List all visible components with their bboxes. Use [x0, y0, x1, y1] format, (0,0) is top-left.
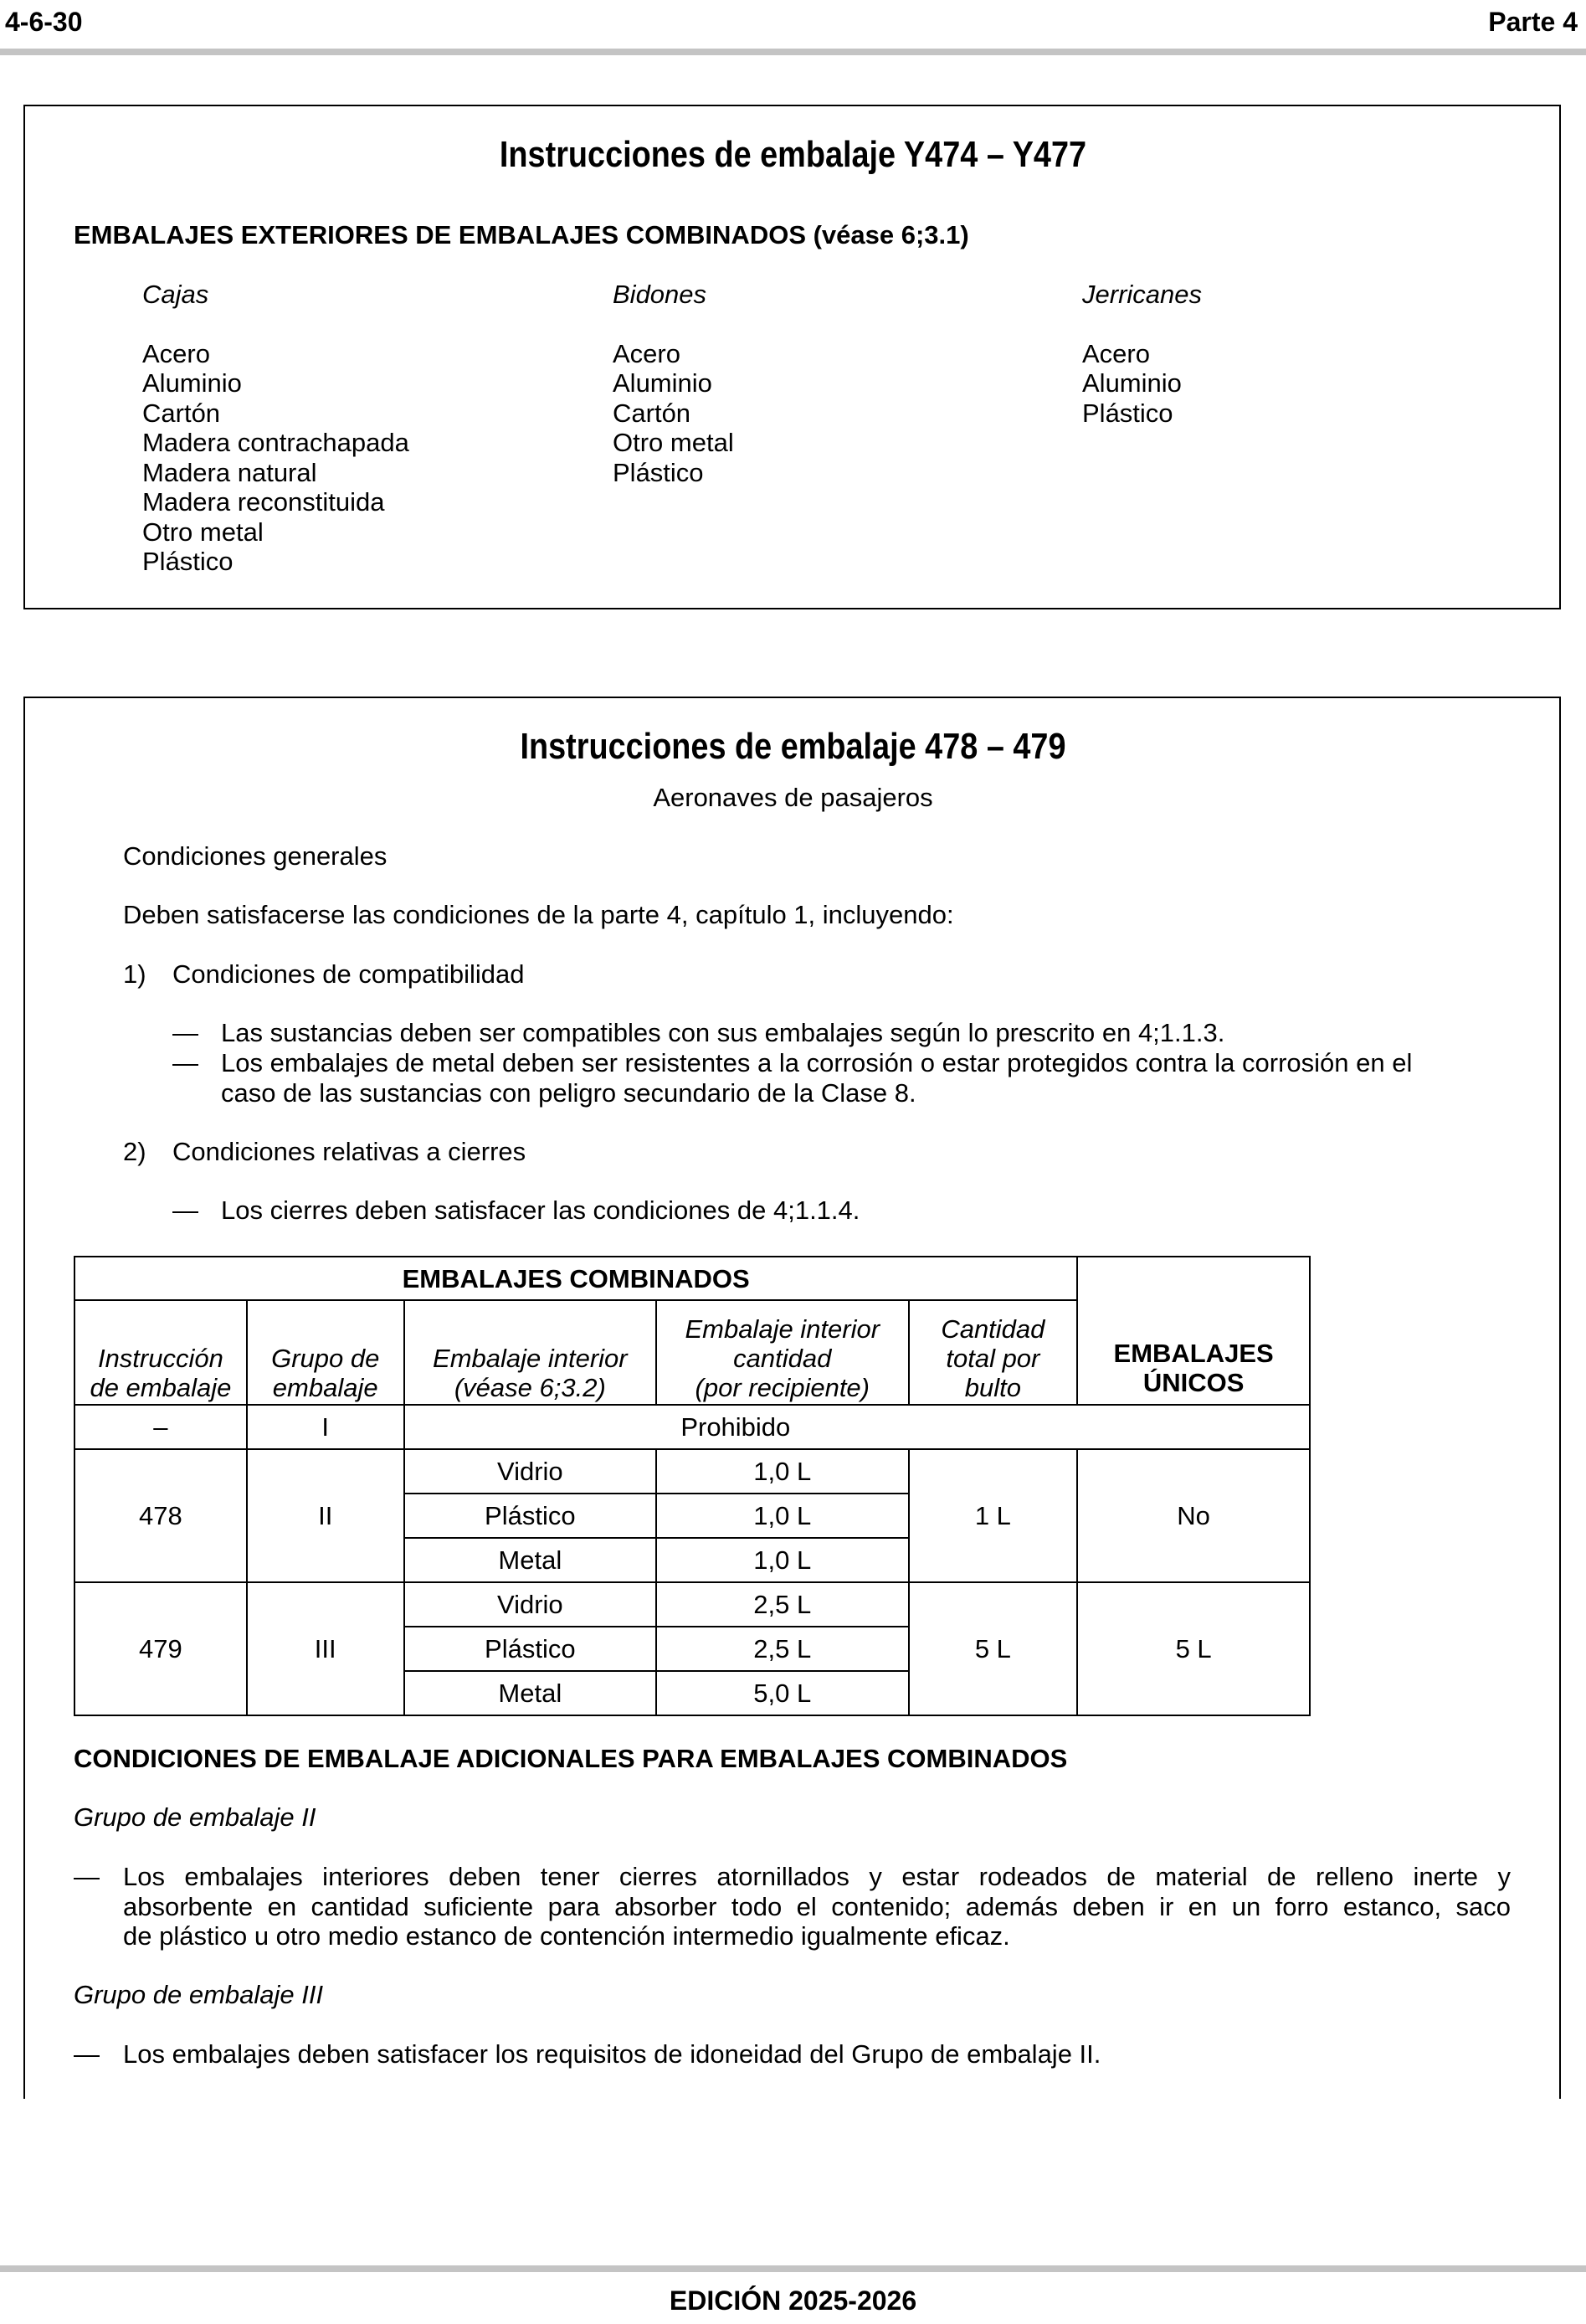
- cell-qty: 2,5 L: [656, 1582, 908, 1627]
- header-line: Instrucción: [97, 1344, 223, 1373]
- list-item: Plástico: [1082, 398, 1173, 428]
- single-packagings-header: [1077, 1257, 1310, 1405]
- compat-bullet-2: Los embalajes de metal deben ser resistentes a la corrosión o estar protegidos contra la corrosión en el: [221, 1048, 1413, 1077]
- compatibility-label: Condiciones de compatibilidad: [172, 959, 525, 989]
- column-head: Jerricanes: [1082, 280, 1202, 309]
- cell-inner: Plástico: [404, 1494, 656, 1538]
- combined-packagings-header: EMBALAJES COMBINADOS: [74, 1257, 1077, 1300]
- list-item: Madera contrachapada: [142, 428, 409, 457]
- text-line: absorbente en cantidad suficiente para absorber todo el contenido; además deben ir en un forro estanco, saco: [123, 1891, 1511, 1921]
- closure-bullet: Los cierres deben satisfacer las condiciones de 4;1.1.4.: [221, 1195, 860, 1225]
- header-line: EMBALAJES: [1113, 1339, 1274, 1368]
- cell-group: I: [247, 1405, 404, 1449]
- column-cajas: [142, 280, 409, 577]
- cell-total: 5 L: [909, 1582, 1078, 1715]
- header-line: Embalaje interior: [685, 1314, 880, 1344]
- dash: —: [172, 1018, 198, 1047]
- packing-table: [74, 1256, 1311, 1716]
- total-col-header: [909, 1300, 1078, 1405]
- cell-forbidden: Prohibido: [404, 1405, 1310, 1449]
- additional-conditions-heading: CONDICIONES DE EMBALAJE ADICIONALES PARA EMBALAJES COMBINADOS: [74, 1744, 1068, 1773]
- list-item: Plástico: [613, 457, 704, 487]
- header-line: de embalaje: [90, 1373, 232, 1402]
- qty-col-header: [656, 1300, 908, 1405]
- list-item: Plástico: [142, 547, 234, 576]
- instruction-col-header: [74, 1300, 247, 1405]
- group3-text: Los embalajes deben satisfacer los requisitos de idoneidad del Grupo de embalaje II.: [123, 2039, 1101, 2069]
- text-line: Los embalajes interiores deben tener cierres atornillados y estar rodeados de material de relleno inerte y: [123, 1862, 1511, 1891]
- list-item: Aluminio: [613, 368, 712, 398]
- cell-instruction: 479: [74, 1582, 247, 1715]
- cell-group: II: [247, 1449, 404, 1582]
- header-line: (por recipiente): [695, 1373, 870, 1402]
- list-item: Acero: [142, 338, 210, 368]
- footer-rule: [0, 2265, 1586, 2272]
- cell-inner: Vidrio: [404, 1449, 656, 1494]
- cell-qty: 2,5 L: [656, 1627, 908, 1671]
- part-label: Parte 4: [1488, 7, 1578, 37]
- dash: —: [74, 2039, 100, 2069]
- list-item: Cartón: [142, 398, 221, 428]
- list-item: Cartón: [613, 398, 691, 428]
- header-line: Cantidad: [941, 1314, 1045, 1344]
- column-bidones: [613, 280, 734, 487]
- intro-text: Deben satisfacerse las condiciones de la parte 4, capítulo 1, incluyendo:: [123, 900, 954, 929]
- column-head: Bidones: [613, 280, 707, 309]
- general-conditions-label: Condiciones generales: [123, 841, 388, 871]
- list-item: Otro metal: [142, 517, 264, 547]
- cell-inner: Metal: [404, 1538, 656, 1582]
- header-line: cantidad: [733, 1344, 832, 1373]
- group2-paragraph: [123, 1862, 1511, 1951]
- list-item: Otro metal: [613, 428, 734, 457]
- cell-qty: 1,0 L: [656, 1538, 908, 1582]
- group3-label: Grupo de embalaje III: [74, 1980, 324, 2009]
- cell-qty: 1,0 L: [656, 1494, 908, 1538]
- list-item: Aluminio: [1082, 368, 1182, 398]
- cell-qty: 5,0 L: [656, 1671, 908, 1715]
- group-col-header: [247, 1300, 404, 1405]
- cell-inner: Plástico: [404, 1627, 656, 1671]
- cell-inner: Vidrio: [404, 1582, 656, 1627]
- list-item: Aluminio: [142, 368, 242, 398]
- dash: —: [172, 1048, 198, 1077]
- page-number: 4-6-30: [5, 7, 83, 37]
- box1-heading: EMBALAJES EXTERIORES DE EMBALAJES COMBINADOS (véase 6;3.1): [74, 220, 969, 249]
- dash: —: [172, 1195, 198, 1225]
- cell-single: 5 L: [1077, 1582, 1310, 1715]
- cell-instruction: 478: [74, 1449, 247, 1582]
- column-jerricanes: [1082, 280, 1202, 428]
- list-item: Madera reconstituida: [142, 487, 385, 517]
- closures-label: Condiciones relativas a cierres: [172, 1137, 526, 1166]
- table-row: [74, 1405, 1310, 1449]
- group2-label: Grupo de embalaje II: [74, 1802, 316, 1832]
- cell-inner: Metal: [404, 1671, 656, 1715]
- header-line: ÚNICOS: [1142, 1368, 1245, 1397]
- header-line: Embalaje interior: [433, 1344, 628, 1373]
- header-line: Grupo de: [271, 1344, 380, 1373]
- edition-label: EDICIÓN 2025-2026: [669, 2285, 917, 2316]
- inner-col-header: [404, 1300, 656, 1405]
- header-rule: [0, 49, 1586, 55]
- box2-title: Instrucciones de embalaje 478 – 479: [520, 726, 1066, 767]
- table-row: [74, 1582, 1310, 1627]
- compat-bullet-1: Las sustancias deben ser compatibles con sus embalajes según lo prescrito en 4;1.1.3.: [221, 1018, 1225, 1047]
- header-line: embalaje: [272, 1373, 378, 1402]
- box1-title: Instrucciones de embalaje Y474 – Y477: [499, 134, 1087, 175]
- dash: —: [74, 1862, 100, 1891]
- compat-bullet-2-cont: caso de las sustancias con peligro secundario de la Clase 8.: [221, 1078, 916, 1108]
- table-row: [74, 1449, 1310, 1494]
- cell-qty: 1,0 L: [656, 1449, 908, 1494]
- column-head: Cajas: [142, 280, 209, 309]
- header-line: (véase 6;3.2): [454, 1373, 606, 1402]
- list-item: Acero: [613, 338, 680, 368]
- cell-total: 1 L: [909, 1449, 1078, 1582]
- cell-group: III: [247, 1582, 404, 1715]
- header-line: total por: [946, 1344, 1040, 1373]
- text-line: de plástico u otro medio estanco de contención intermedio igualmente eficaz.: [123, 1921, 1010, 1951]
- box2-subtitle: Aeronaves de pasajeros: [653, 783, 933, 812]
- list-item: Madera natural: [142, 457, 317, 487]
- list-item: Acero: [1082, 338, 1150, 368]
- item-number: 1): [123, 959, 146, 989]
- cell-single: No: [1077, 1449, 1310, 1582]
- item-number: 2): [123, 1137, 146, 1166]
- cell-instruction: –: [74, 1405, 247, 1449]
- header-line: bulto: [964, 1373, 1021, 1402]
